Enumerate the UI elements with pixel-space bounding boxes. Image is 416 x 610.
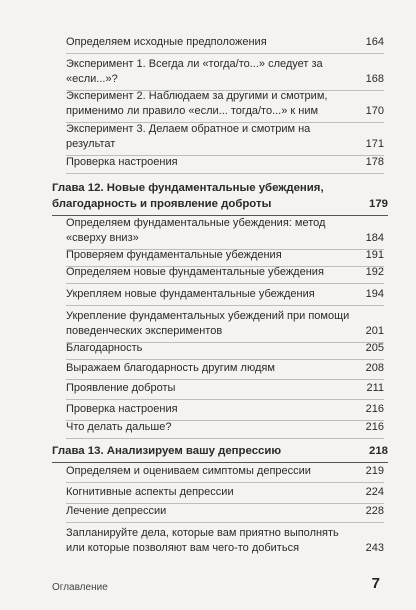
toc-entry [66, 504, 384, 519]
toc-entry-page: 168 [365, 73, 384, 85]
chapter-page: 179 [368, 198, 388, 210]
toc-entry-page: 219 [365, 465, 384, 477]
toc-entry-title: Запланируйте дела, которые вам приятно выполнять или которые позволяют вам чего-то добиться [66, 527, 339, 554]
toc-entry [66, 309, 384, 339]
toc-entry [66, 381, 384, 396]
divider [66, 399, 384, 400]
toc-entry [66, 361, 384, 376]
toc-entry-page: 216 [365, 421, 384, 433]
toc-entry-title: Лечение депрессии [66, 505, 167, 517]
toc-entry [66, 216, 384, 246]
chapter-page: 218 [368, 445, 388, 457]
toc-entry-page: 243 [365, 542, 384, 554]
toc-entry-title: Эксперимент 3. Делаем обратное и смотрим на результат [66, 123, 311, 150]
toc-entry-title: Выражаем благодарность другим людям [66, 362, 275, 374]
divider [66, 359, 384, 360]
divider [66, 305, 384, 306]
toc-entry-title: Эксперимент 2. Наблюдаем за другими и смотрим, применимо ли правило «если... тогда/то...» к ним [66, 90, 328, 117]
toc-entry-title: Определяем и оцениваем симптомы депрессии [66, 465, 311, 477]
chapter-title: Глава 12. Новые фундаментальные убеждения, благодарность и проявление доброты [52, 182, 324, 210]
toc-entry-page: 205 [365, 342, 384, 354]
toc-entry [66, 287, 384, 302]
toc-entry-page: 178 [365, 156, 384, 168]
toc-entry-title: Укрепление фундаментальных убеждений при помощи поведенческих экспериментов [66, 310, 350, 337]
toc-entry-page: 192 [365, 266, 384, 278]
toc-entry-title: Проявление доброты [66, 382, 176, 394]
toc-entry-page: 171 [365, 138, 384, 150]
toc-entry [66, 485, 384, 500]
toc-entry-title: Определяем фундаментальные убеждения: метод «сверху вниз» [66, 217, 326, 244]
page-number: 7 [371, 575, 380, 592]
toc-entry-title: Благодарность [66, 342, 143, 354]
divider [66, 283, 384, 284]
divider [66, 438, 384, 439]
toc-entry [66, 526, 384, 556]
toc-entry [66, 89, 384, 119]
divider [66, 379, 384, 380]
toc-entry [66, 464, 384, 479]
chapter-heading [52, 443, 388, 459]
chapter-title: Глава 13. Анализируем вашу депрессию [52, 445, 282, 457]
toc-entry-page: 224 [365, 486, 384, 498]
toc-entry-page: 194 [365, 288, 384, 300]
toc-entry [66, 155, 384, 170]
chapter-heading [52, 180, 388, 212]
toc-entry-page: 216 [365, 403, 384, 415]
toc-entry-title: Что делать дальше? [66, 421, 172, 433]
toc-entry-title: Проверка настроения [66, 156, 178, 168]
toc-entry-title: Укрепляем новые фундаментальные убеждения [66, 288, 315, 300]
toc-entry [66, 341, 384, 356]
toc-entry [66, 420, 384, 435]
toc-entry-page: 184 [365, 232, 384, 244]
toc-entry [66, 248, 384, 263]
divider [66, 522, 384, 523]
divider [66, 482, 384, 483]
toc-entry-page: 164 [365, 36, 384, 48]
chapter-divider [52, 462, 388, 463]
toc-entry [66, 265, 384, 280]
toc-entry [66, 35, 384, 50]
toc-entry [66, 57, 384, 87]
toc-entry-title: Эксперимент 1. Всегда ли «тогда/то...» следует за «если...»? [66, 58, 323, 85]
toc-entry-title: Проверяем фундаментальные убеждения [66, 249, 282, 261]
toc-entry-title: Определяем исходные предположения [66, 36, 267, 48]
toc-entry-page: 211 [366, 382, 384, 394]
toc-entry-page: 201 [365, 325, 384, 337]
toc-entry-page: 228 [365, 505, 384, 517]
toc-entry-title: Когнитивные аспекты депрессии [66, 486, 234, 498]
running-footer: Оглавление [52, 582, 108, 593]
toc-entry-page: 208 [365, 362, 384, 374]
toc-entry-title: Определяем новые фундаментальные убеждения [66, 266, 324, 278]
toc-entry-title: Проверка настроения [66, 403, 178, 415]
toc-entry-page: 191 [365, 249, 384, 261]
toc-entry-page: 170 [365, 105, 384, 117]
divider [66, 53, 384, 54]
divider [66, 173, 384, 174]
toc-entry [66, 122, 384, 152]
toc-entry [66, 402, 384, 417]
